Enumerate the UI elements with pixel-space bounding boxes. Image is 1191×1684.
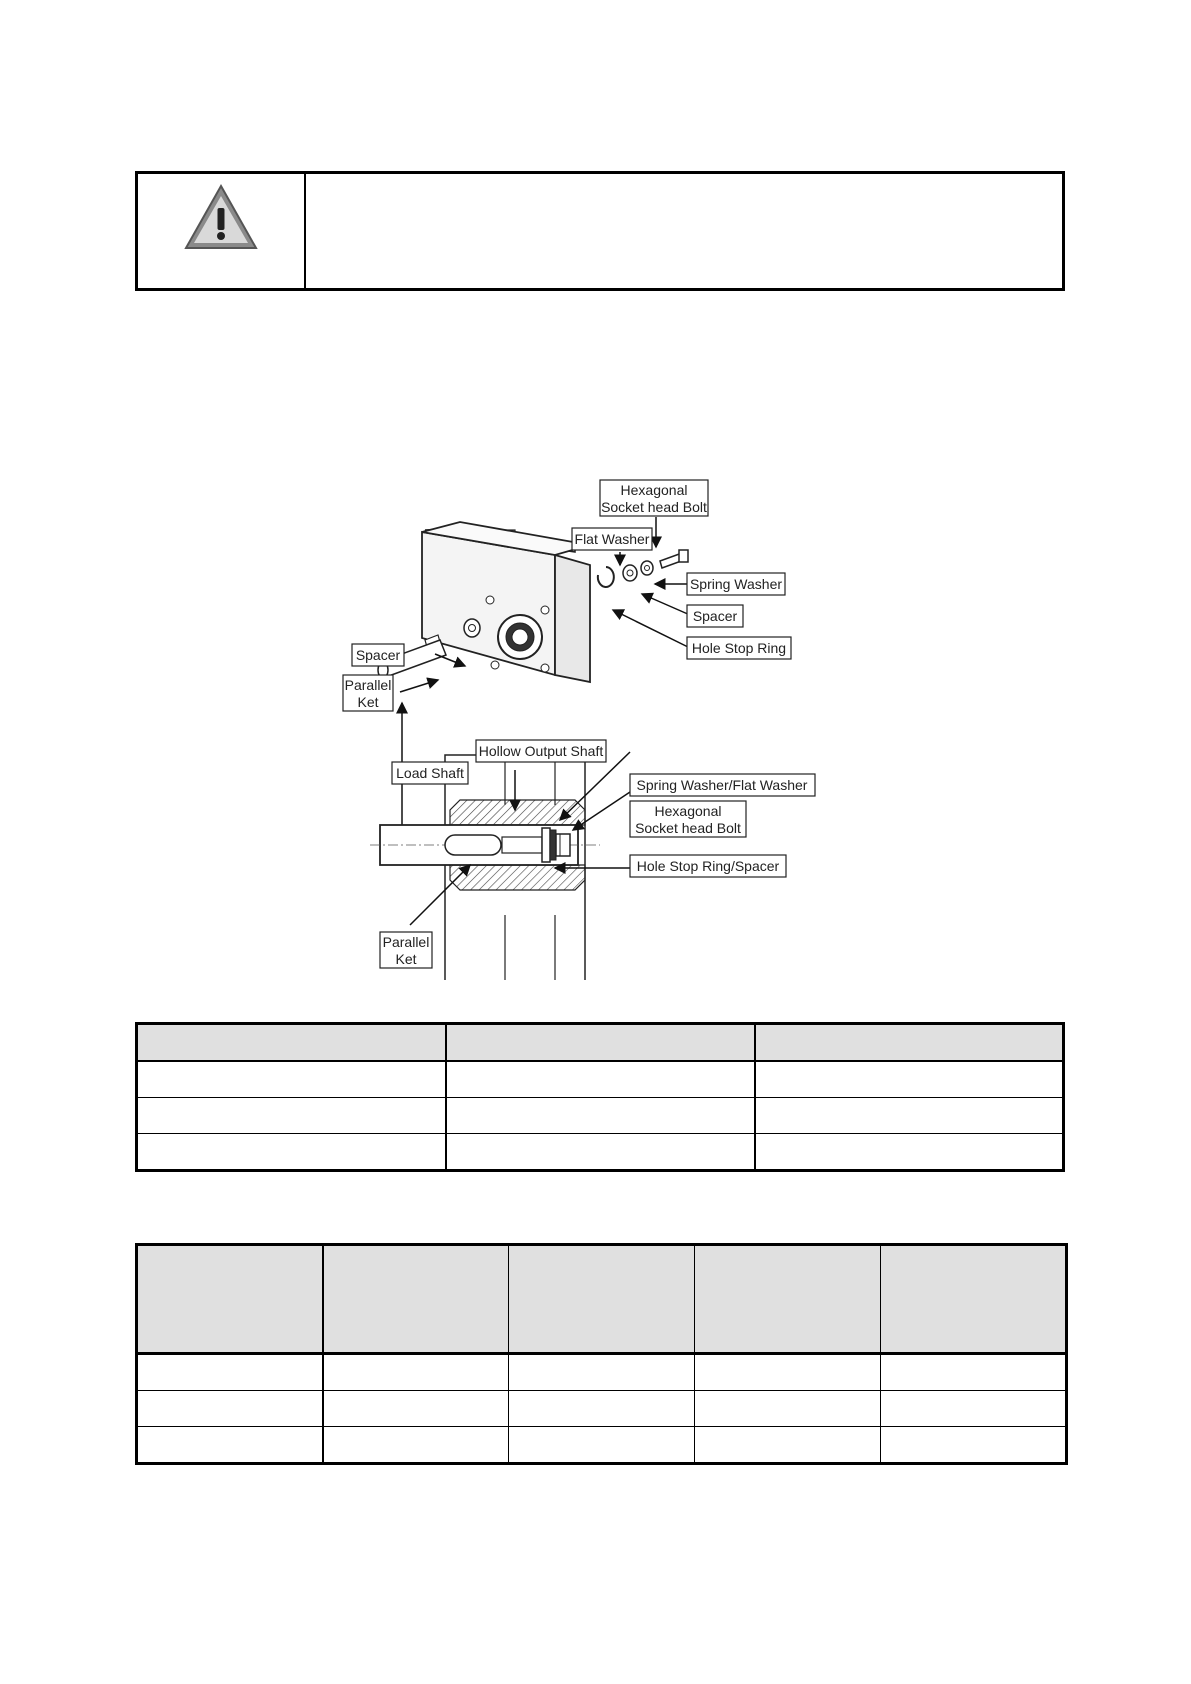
svg-text:Ket: Ket bbox=[357, 694, 379, 710]
table-cell bbox=[509, 1391, 695, 1427]
svg-text:Hexagonal: Hexagonal bbox=[654, 803, 722, 819]
svg-text:Hexagonal: Hexagonal bbox=[620, 482, 688, 498]
svg-text:Parallel: Parallel bbox=[382, 934, 430, 950]
table-cell bbox=[137, 1427, 323, 1464]
table-2-header-cell bbox=[137, 1245, 323, 1354]
svg-text:Socket head Bolt: Socket head Bolt bbox=[601, 499, 707, 515]
table-2-header-cell bbox=[509, 1245, 695, 1354]
table-1 bbox=[135, 1022, 1065, 1172]
svg-text:Spring Washer/Flat Washer: Spring Washer/Flat Washer bbox=[636, 777, 808, 793]
svg-text:Hole Stop Ring/Spacer: Hole Stop Ring/Spacer bbox=[636, 858, 780, 874]
table-cell bbox=[881, 1354, 1067, 1391]
label-hole-stop-ring bbox=[687, 637, 791, 659]
warning-text bbox=[306, 174, 1062, 288]
table-cell bbox=[695, 1391, 881, 1427]
label-parallel-ket-top bbox=[343, 675, 393, 711]
table-cell bbox=[446, 1134, 755, 1171]
warning-box bbox=[135, 171, 1065, 291]
table-2-header-cell bbox=[695, 1245, 881, 1354]
table-cell bbox=[446, 1098, 755, 1134]
table-1-header bbox=[137, 1024, 1064, 1062]
svg-text:Ket: Ket bbox=[395, 951, 417, 967]
table-cell bbox=[323, 1427, 509, 1464]
table-cell bbox=[137, 1098, 446, 1134]
svg-text:Hole Stop Ring: Hole Stop Ring bbox=[691, 640, 787, 656]
label-spring-washer bbox=[687, 573, 785, 595]
hollow-shaft-assembly-diagram bbox=[330, 470, 870, 980]
table-cell bbox=[323, 1354, 509, 1391]
label-spacer-left bbox=[352, 644, 404, 666]
label-hex-bolt-bottom bbox=[630, 801, 746, 837]
svg-text:Spacer: Spacer bbox=[692, 608, 738, 624]
table-2-header-cell bbox=[323, 1245, 509, 1354]
table-cell bbox=[323, 1391, 509, 1427]
warning-triangle-icon bbox=[182, 182, 260, 252]
svg-text:Socket head Bolt: Socket head Bolt bbox=[635, 820, 741, 836]
gearbox-body bbox=[422, 522, 590, 682]
diagram-svg bbox=[330, 470, 870, 980]
svg-text:Flat Washer: Flat Washer bbox=[574, 531, 650, 547]
svg-text:Spacer: Spacer bbox=[355, 647, 401, 663]
table-cell bbox=[881, 1391, 1067, 1427]
table-cell bbox=[137, 1134, 446, 1171]
table-cell bbox=[755, 1098, 1064, 1134]
label-hollow-output-shaft bbox=[476, 740, 606, 762]
table-row bbox=[137, 1098, 1064, 1134]
table-cell bbox=[137, 1061, 446, 1098]
table-cell bbox=[137, 1354, 323, 1391]
table-2-header bbox=[137, 1245, 1067, 1354]
label-hex-bolt-top bbox=[600, 480, 708, 516]
table-cell bbox=[695, 1427, 881, 1464]
table-2-header-cell bbox=[881, 1245, 1067, 1354]
table-cell bbox=[137, 1391, 323, 1427]
table-cell bbox=[695, 1354, 881, 1391]
table-2 bbox=[135, 1243, 1068, 1465]
table-row bbox=[137, 1354, 1067, 1391]
table-1-header-cell bbox=[755, 1024, 1064, 1062]
exploded-parts-right bbox=[598, 550, 688, 587]
label-parallel-ket-bottom bbox=[380, 932, 432, 968]
svg-text:Hollow Output Shaft: Hollow Output Shaft bbox=[478, 743, 604, 759]
svg-text:Load Shaft: Load Shaft bbox=[396, 765, 464, 781]
label-load-shaft bbox=[392, 762, 468, 784]
table-row bbox=[137, 1427, 1067, 1464]
svg-text:Parallel: Parallel bbox=[344, 677, 392, 693]
label-flat-washer bbox=[572, 528, 652, 550]
table-cell bbox=[755, 1061, 1064, 1098]
table-1-header-cell bbox=[446, 1024, 755, 1062]
svg-text:Spring Washer: Spring Washer bbox=[689, 576, 783, 592]
table-cell bbox=[509, 1427, 695, 1464]
label-spring-flat-washer bbox=[630, 774, 815, 796]
table-cell bbox=[881, 1427, 1067, 1464]
table-cell bbox=[509, 1354, 695, 1391]
table-row bbox=[137, 1061, 1064, 1098]
label-spacer-right bbox=[687, 605, 743, 627]
table-cell bbox=[755, 1134, 1064, 1171]
warning-icon-cell bbox=[138, 174, 306, 288]
table-1-header-cell bbox=[137, 1024, 446, 1062]
table-cell bbox=[446, 1061, 755, 1098]
label-hole-stop-ring-spacer bbox=[630, 855, 786, 877]
table-row bbox=[137, 1134, 1064, 1171]
table-row bbox=[137, 1391, 1067, 1427]
